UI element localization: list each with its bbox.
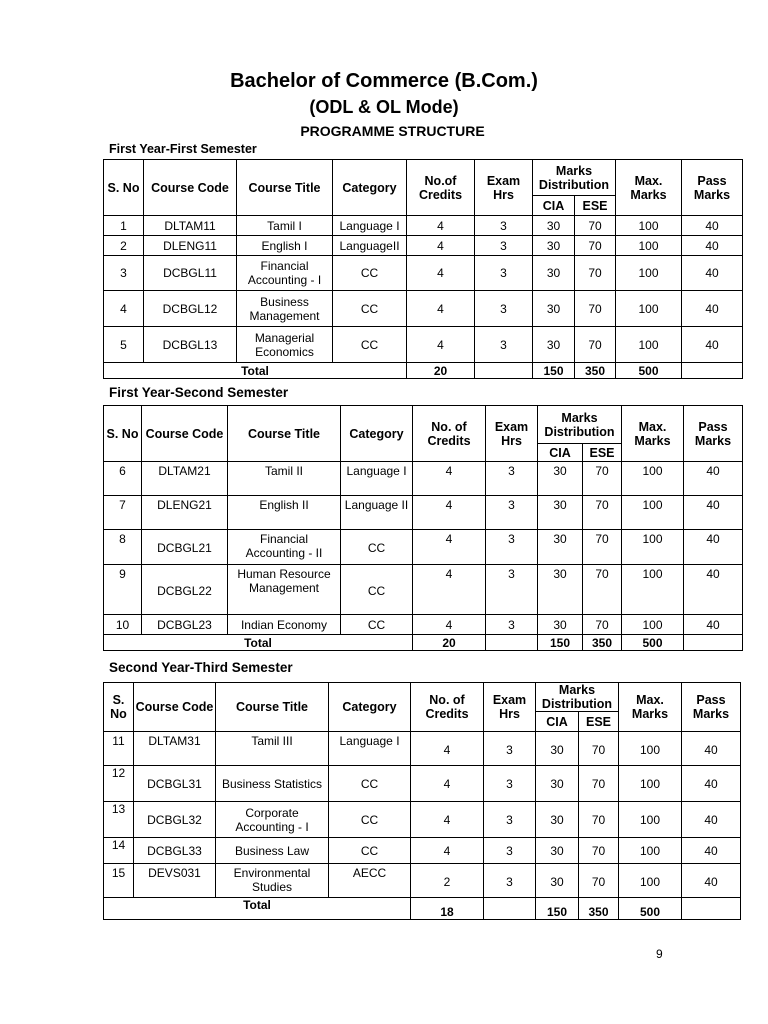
cell-cia: 30 (538, 615, 583, 635)
cell-max: 100 (622, 462, 684, 496)
cell-pass: 40 (682, 802, 741, 838)
cell-max: 100 (619, 766, 682, 802)
cell-ese: 70 (575, 236, 616, 256)
cell-code: DCBGL22 (142, 565, 228, 615)
cell-exam: 3 (486, 496, 538, 530)
cell-cia: 30 (536, 838, 579, 864)
cell-pass: 40 (682, 327, 743, 363)
cell-exam: 3 (484, 732, 536, 766)
cell-category: LanguageII (333, 236, 407, 256)
total-pass (684, 635, 743, 651)
cell-pass: 40 (684, 565, 743, 615)
cell-code: DEVS031 (134, 864, 216, 898)
cell-max: 100 (616, 256, 682, 291)
header-pass-marks: Pass Marks (682, 160, 743, 216)
cell-exam: 3 (486, 530, 538, 565)
cell-exam: 3 (484, 864, 536, 898)
cell-max: 100 (619, 864, 682, 898)
header-exam-hrs: Exam Hrs (486, 406, 538, 462)
cell-category: Language I (333, 216, 407, 236)
total-credits: 20 (413, 635, 486, 651)
cell-cia: 30 (533, 236, 575, 256)
header-cia: CIA (533, 196, 575, 216)
cell-exam: 3 (475, 291, 533, 327)
cell-cia: 30 (536, 802, 579, 838)
semester-title-2: First Year-Second Semester (109, 385, 289, 400)
header-max-marks: Max. Marks (622, 406, 684, 462)
document-title: Bachelor of Commerce (B.Com.) (230, 70, 538, 92)
cell-ese: 70 (583, 565, 622, 615)
total-pass (682, 363, 743, 379)
cell-code: DLENG21 (142, 496, 228, 530)
header-ese: ESE (575, 196, 616, 216)
table-row (104, 496, 743, 530)
cell-credits: 4 (407, 256, 475, 291)
cell-max: 100 (616, 236, 682, 256)
header-sno: S. No (104, 406, 142, 462)
cell-ese: 70 (583, 462, 622, 496)
total-ese: 350 (579, 898, 619, 920)
cell-sno: 13 (104, 802, 134, 838)
cell-title: Tamil I (237, 216, 333, 236)
cell-pass: 40 (684, 615, 743, 635)
cell-code: DLENG11 (144, 236, 237, 256)
table-row (104, 236, 743, 256)
header-exam-hrs: Exam Hrs (484, 683, 536, 732)
cell-ese: 70 (579, 838, 619, 864)
cell-code: DCBGL11 (144, 256, 237, 291)
cell-pass: 40 (682, 291, 743, 327)
cell-cia: 30 (533, 256, 575, 291)
cell-cia: 30 (538, 496, 583, 530)
total-max: 500 (619, 898, 682, 920)
cell-exam: 3 (475, 327, 533, 363)
cell-max: 100 (619, 838, 682, 864)
table-row (104, 565, 743, 615)
table-row (104, 615, 743, 635)
header-category: Category (329, 683, 411, 732)
cell-credits: 4 (407, 291, 475, 327)
header-credits: No. of Credits (413, 406, 486, 462)
total-cia: 150 (533, 363, 575, 379)
cell-sno: 14 (104, 838, 134, 864)
cell-category: Language II (341, 496, 413, 530)
cell-credits: 2 (411, 864, 484, 898)
cell-sno: 15 (104, 864, 134, 898)
page-number: 9 (656, 947, 663, 961)
cell-title: Tamil III (216, 732, 329, 766)
cell-category: CC (341, 530, 413, 565)
header-sno: S. No (104, 683, 134, 732)
cell-code: DCBGL33 (134, 838, 216, 864)
header-credits: No. of Credits (411, 683, 484, 732)
cell-title: Tamil II (228, 462, 341, 496)
cell-cia: 30 (533, 216, 575, 236)
cell-title: English II (228, 496, 341, 530)
total-credits: 18 (411, 898, 484, 920)
cell-code: DCBGL12 (144, 291, 237, 327)
total-row (104, 635, 743, 651)
course-table-sem3 (103, 682, 741, 920)
header-max-marks: Max. Marks (616, 160, 682, 216)
cell-title: Environmental Studies (216, 864, 329, 898)
cell-exam: 3 (486, 565, 538, 615)
header-pass-marks: Pass Marks (682, 683, 741, 732)
cell-credits: 4 (411, 802, 484, 838)
header-cia: CIA (536, 712, 579, 732)
cell-title: Financial Accounting - I (237, 256, 333, 291)
cell-ese: 70 (579, 766, 619, 802)
total-ese: 350 (583, 635, 622, 651)
cell-max: 100 (619, 802, 682, 838)
cell-code: DCBGL13 (144, 327, 237, 363)
header-sno: S. No (104, 160, 144, 216)
cell-code: DCBGL23 (142, 615, 228, 635)
cell-code: DLTAM11 (144, 216, 237, 236)
cell-code: DLTAM21 (142, 462, 228, 496)
cell-credits: 4 (413, 530, 486, 565)
cell-ese: 70 (579, 802, 619, 838)
cell-cia: 30 (538, 530, 583, 565)
header-category: Category (333, 160, 407, 216)
header-ese: ESE (579, 712, 619, 732)
cell-category: CC (329, 766, 411, 802)
cell-credits: 4 (413, 462, 486, 496)
cell-pass: 40 (684, 530, 743, 565)
cell-ese: 70 (579, 732, 619, 766)
table-row (104, 766, 741, 802)
cell-sno: 11 (104, 732, 134, 766)
table-row (104, 530, 743, 565)
table-row (104, 802, 741, 838)
header-marks-distribution: Marks Distribution (538, 406, 622, 444)
table-row (104, 838, 741, 864)
cell-max: 100 (616, 327, 682, 363)
cell-credits: 4 (413, 496, 486, 530)
table-row (104, 462, 743, 496)
total-label: Total (104, 363, 407, 379)
course-table-sem1 (103, 159, 743, 379)
header-pass-marks: Pass Marks (684, 406, 743, 462)
cell-ese: 70 (575, 291, 616, 327)
cell-exam: 3 (484, 766, 536, 802)
header-course-title: Course Title (228, 406, 341, 462)
header-ese: ESE (583, 444, 622, 462)
course-table-sem2 (103, 405, 743, 651)
semester-title-3: Second Year-Third Semester (109, 660, 293, 675)
cell-title: Managerial Economics (237, 327, 333, 363)
cell-cia: 30 (536, 732, 579, 766)
cell-sno: 7 (104, 496, 142, 530)
cell-category: Language I (329, 732, 411, 766)
cell-sno: 4 (104, 291, 144, 327)
cell-title: Business Law (216, 838, 329, 864)
cell-pass: 40 (682, 838, 741, 864)
cell-pass: 40 (682, 864, 741, 898)
section-heading: PROGRAMME STRUCTURE (300, 123, 485, 139)
header-course-title: Course Title (216, 683, 329, 732)
cell-max: 100 (616, 216, 682, 236)
cell-title: Human Resource Management (228, 565, 341, 615)
total-max: 500 (622, 635, 684, 651)
cell-credits: 4 (407, 327, 475, 363)
cell-cia: 30 (533, 291, 575, 327)
cell-ese: 70 (575, 256, 616, 291)
cell-pass: 40 (682, 236, 743, 256)
cell-title: Corporate Accounting - I (216, 802, 329, 838)
table-row (104, 291, 743, 327)
total-exam (484, 898, 536, 920)
cell-ese: 70 (583, 530, 622, 565)
document-subtitle: (ODL & OL Mode) (309, 97, 459, 117)
table-row (104, 327, 743, 363)
cell-pass: 40 (684, 462, 743, 496)
header-course-code: Course Code (134, 683, 216, 732)
header-category: Category (341, 406, 413, 462)
table-row (104, 864, 741, 898)
cell-sno: 6 (104, 462, 142, 496)
total-exam (486, 635, 538, 651)
cell-cia: 30 (533, 327, 575, 363)
cell-sno: 10 (104, 615, 142, 635)
cell-exam: 3 (475, 216, 533, 236)
cell-pass: 40 (682, 766, 741, 802)
header-course-title: Course Title (237, 160, 333, 216)
cell-credits: 4 (413, 615, 486, 635)
total-cia: 150 (538, 635, 583, 651)
cell-exam: 3 (486, 615, 538, 635)
total-row (104, 363, 743, 379)
cell-category: Language I (341, 462, 413, 496)
total-exam (475, 363, 533, 379)
cell-exam: 3 (475, 236, 533, 256)
total-max: 500 (616, 363, 682, 379)
cell-ese: 70 (575, 327, 616, 363)
cell-pass: 40 (684, 496, 743, 530)
cell-cia: 30 (536, 766, 579, 802)
cell-pass: 40 (682, 732, 741, 766)
cell-sno: 3 (104, 256, 144, 291)
table-row (104, 216, 743, 236)
total-row (104, 898, 741, 920)
header-exam-hrs: Exam Hrs (475, 160, 533, 216)
cell-title: Indian Economy (228, 615, 341, 635)
cell-exam: 3 (486, 462, 538, 496)
header-cia: CIA (538, 444, 583, 462)
cell-max: 100 (616, 291, 682, 327)
cell-category: CC (329, 838, 411, 864)
cell-ese: 70 (583, 496, 622, 530)
cell-sno: 12 (104, 766, 134, 802)
total-credits: 20 (407, 363, 475, 379)
cell-title: Business Management (237, 291, 333, 327)
total-label: Total (104, 635, 413, 651)
cell-credits: 4 (413, 565, 486, 615)
cell-max: 100 (622, 530, 684, 565)
cell-exam: 3 (484, 802, 536, 838)
cell-code: DCBGL31 (134, 766, 216, 802)
cell-max: 100 (622, 565, 684, 615)
header-marks-distribution: Marks Distribution (536, 683, 619, 712)
total-label: Total (104, 898, 411, 920)
cell-credits: 4 (411, 732, 484, 766)
cell-category: CC (333, 256, 407, 291)
total-ese: 350 (575, 363, 616, 379)
cell-pass: 40 (682, 256, 743, 291)
cell-exam: 3 (475, 256, 533, 291)
cell-ese: 70 (579, 864, 619, 898)
cell-sno: 8 (104, 530, 142, 565)
cell-pass: 40 (682, 216, 743, 236)
cell-code: DCBGL32 (134, 802, 216, 838)
cell-credits: 4 (407, 236, 475, 256)
cell-code: DLTAM31 (134, 732, 216, 766)
header-marks-distribution: Marks Distribution (533, 160, 616, 196)
cell-max: 100 (619, 732, 682, 766)
cell-cia: 30 (538, 462, 583, 496)
semester-title-1: First Year-First Semester (109, 142, 257, 156)
cell-sno: 2 (104, 236, 144, 256)
cell-sno: 9 (104, 565, 142, 615)
header-max-marks: Max. Marks (619, 683, 682, 732)
cell-sno: 1 (104, 216, 144, 236)
cell-cia: 30 (536, 864, 579, 898)
cell-max: 100 (622, 615, 684, 635)
cell-title: Financial Accounting - II (228, 530, 341, 565)
cell-credits: 4 (407, 216, 475, 236)
cell-max: 100 (622, 496, 684, 530)
header-course-code: Course Code (144, 160, 237, 216)
cell-category: CC (329, 802, 411, 838)
cell-code: DCBGL21 (142, 530, 228, 565)
table-row (104, 732, 741, 766)
cell-exam: 3 (484, 838, 536, 864)
header-credits: No.of Credits (407, 160, 475, 216)
cell-title: English I (237, 236, 333, 256)
total-cia: 150 (536, 898, 579, 920)
cell-category: CC (341, 565, 413, 615)
cell-category: CC (333, 291, 407, 327)
cell-credits: 4 (411, 838, 484, 864)
cell-sno: 5 (104, 327, 144, 363)
cell-ese: 70 (575, 216, 616, 236)
cell-ese: 70 (583, 615, 622, 635)
total-pass (682, 898, 741, 920)
cell-cia: 30 (538, 565, 583, 615)
cell-credits: 4 (411, 766, 484, 802)
cell-category: CC (341, 615, 413, 635)
table-row (104, 256, 743, 291)
cell-title: Business Statistics (216, 766, 329, 802)
header-course-code: Course Code (142, 406, 228, 462)
cell-category: AECC (329, 864, 411, 898)
cell-category: CC (333, 327, 407, 363)
